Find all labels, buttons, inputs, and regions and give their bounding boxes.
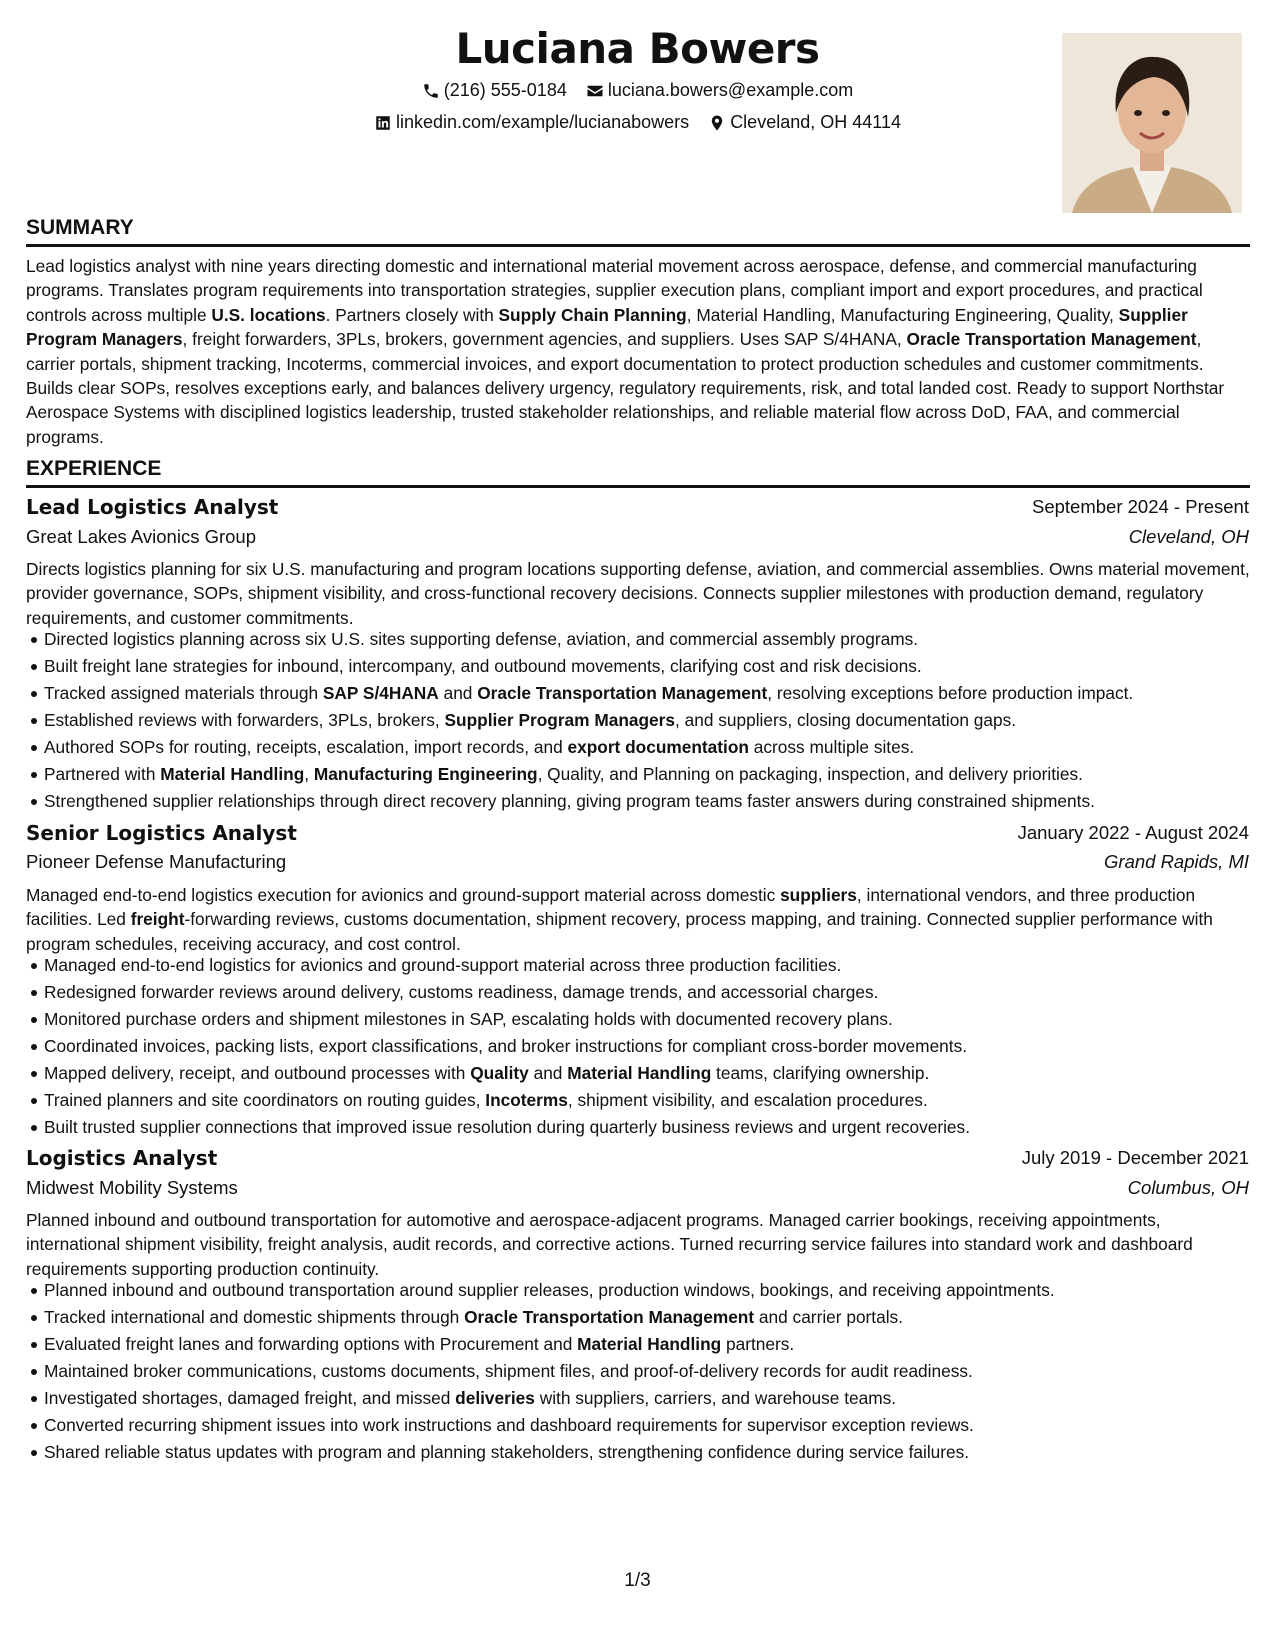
job-company: Pioneer Defense Manufacturing [26, 851, 287, 872]
job-dates: January 2022 - August 2024 [1017, 822, 1249, 843]
bullet-item: Built trusted supplier connections that improved issue resolution during quarterly business reviews and urgent recoveries. [26, 1114, 1250, 1141]
phone-icon [422, 82, 440, 100]
bullet-item: Managed end-to-end logistics for avionics and ground-support material across three production facilities. [26, 952, 1250, 979]
bullet-item: Coordinated invoices, packing lists, export classifications, and broker instructions for compliant cross-border movements. [26, 1033, 1250, 1060]
job-dates: July 2019 - December 2021 [1021, 1147, 1249, 1168]
job-location: Columbus, OH [1127, 1177, 1249, 1198]
bullet-item: Built freight lane strategies for inbound, intercompany, and outbound movements, clarifying cost and risk decisions. [26, 653, 1250, 680]
bullet-item: Mapped delivery, receipt, and outbound processes with Quality and Material Handling teams, clarifying ownership. [26, 1060, 1250, 1087]
bullet-item: Tracked international and domestic shipments through Oracle Transportation Management and carrier portals. [26, 1304, 1250, 1331]
job-dates: September 2024 - Present [1032, 496, 1249, 517]
portrait-illustration [1062, 33, 1242, 213]
bullet-item: Authored SOPs for routing, receipts, escalation, import records, and export documentation across multiple sites. [26, 734, 1250, 761]
location-text: Cleveland, OH 44114 [730, 112, 901, 132]
job-summary: Planned inbound and outbound transportation for automotive and aerospace-adjacent programs. Managed carrier bookings, receiving appointments, international shipment visibility, freight analysis, audit records, and corrective actions. Turned recurring service failures into standard work and dashboard requirements supporting production continuity. [26, 1210, 1193, 1279]
page-number: 1/3 [624, 1570, 651, 1591]
bullet-item: Established reviews with forwarders, 3PLs, brokers, Supplier Program Managers, and suppliers, closing documentation gaps. [26, 707, 1250, 734]
bullet-item: Investigated shortages, damaged freight, and missed deliveries with suppliers, carriers, and warehouse teams. [26, 1385, 1250, 1412]
summary-heading: SUMMARY [26, 216, 1250, 247]
bullet-item: Partnered with Material Handling, Manufacturing Engineering, Quality, and Planning on packaging, inspection, and delivery priorities. [26, 761, 1250, 788]
bullet-item: Directed logistics planning across six U.S. sites supporting defense, aviation, and commercial assembly programs. [26, 626, 1250, 653]
job-title: Senior Logistics Analyst [26, 821, 297, 845]
profile-photo [1062, 33, 1242, 213]
job-bullets [26, 1277, 1250, 1466]
job-summary: Managed end-to-end logistics execution for avionics and ground-support material across domestic suppliers, international vendors, and three production facilities. Led freight-forwarding reviews, customs documentation, shipment recovery, process mapping, and training. Connected supplier performance with program schedules, receiving accuracy, and cost control. [26, 885, 1213, 954]
job-location: Grand Rapids, MI [1104, 851, 1249, 872]
bullet-item: Tracked assigned materials through SAP S/4HANA and Oracle Transportation Management, resolving exceptions before production impact. [26, 680, 1250, 707]
linkedin-text: linkedin.com/example/lucianabowers [396, 112, 690, 132]
candidate-name: Luciana Bowers [455, 24, 820, 73]
phone-text: (216) 555-0184 [443, 80, 567, 100]
bullet-item: Redesigned forwarder reviews around delivery, customs readiness, damage trends, and accessorial charges. [26, 979, 1250, 1006]
bullet-item: Converted recurring shipment issues into work instructions and dashboard requirements for supervisor exception reviews. [26, 1412, 1250, 1439]
resume-header [0, 0, 1275, 220]
bullet-item: Trained planners and site coordinators on routing guides, Incoterms, shipment visibility, and escalation procedures. [26, 1087, 1250, 1114]
envelope-icon [586, 82, 604, 100]
job-company: Great Lakes Avionics Group [26, 526, 257, 547]
contact-location [708, 112, 901, 133]
bullet-item: Planned inbound and outbound transportation around supplier releases, production windows, bookings, and receiving appointments. [26, 1277, 1250, 1304]
job-company: Midwest Mobility Systems [26, 1177, 238, 1198]
map-pin-icon [708, 114, 726, 132]
job-title: Lead Logistics Analyst [26, 495, 279, 519]
job-title: Logistics Analyst [26, 1146, 218, 1170]
bullet-item: Monitored purchase orders and shipment milestones in SAP, escalating holds with documented recovery plans. [26, 1006, 1250, 1033]
contact-linkedin[interactable] [374, 112, 689, 133]
summary-text: Lead logistics analyst with nine years directing domestic and international material movement across aerospace, defense, and commercial manufacturing programs. Translates program requirements into transportation strategies, supplier execution plans, compliant import and export procedures, and practical controls across multiple U.S. locations. Partners closely with Supply Chain Planning, Material Handling, Manufacturing Engineering, Quality, Supplier Program Managers, freight forwarders, 3PLs, brokers, government agencies, and suppliers. Uses SAP S/4HANA, Oracle Transportation Management, carrier portals, shipment tracking, Incoterms, commercial invoices, and export documentation to protect production schedules and customer commitments. Builds clear SOPs, resolves exceptions early, and balances delivery urgency, regulatory requirements, risk, and total landed cost. Ready to support Northstar Aerospace Systems with disciplined logistics leadership, trusted stakeholder relationships, and reliable material flow across DoD, FAA, and commercial programs. [26, 256, 1225, 447]
contact-email[interactable] [586, 80, 853, 101]
job-location: Cleveland, OH [1128, 526, 1249, 547]
bullet-item: Strengthened supplier relationships through direct recovery planning, giving program teams faster answers during constrained shipments. [26, 788, 1250, 815]
contact-phone [422, 80, 567, 101]
bullet-item: Shared reliable status updates with program and planning stakeholders, strengthening confidence during service failures. [26, 1439, 1250, 1466]
experience-heading: EXPERIENCE [26, 457, 1250, 488]
job-bullets [26, 626, 1250, 815]
job-bullets [26, 952, 1250, 1141]
linkedin-icon [374, 114, 392, 132]
email-text: luciana.bowers@example.com [607, 80, 854, 100]
bullet-item: Evaluated freight lanes and forwarding options with Procurement and Material Handling partners. [26, 1331, 1250, 1358]
bullet-item: Maintained broker communications, customs documents, shipment files, and proof-of-delivery records for audit readiness. [26, 1358, 1250, 1385]
job-summary: Directs logistics planning for six U.S. manufacturing and program locations supporting defense, aviation, and commercial assemblies. Owns material movement, provider governance, SOPs, shipment visibility, and cross-functional recovery decisions. Connects supplier milestones with production demand, regulatory requirements, and customer commitments. [26, 559, 1250, 628]
